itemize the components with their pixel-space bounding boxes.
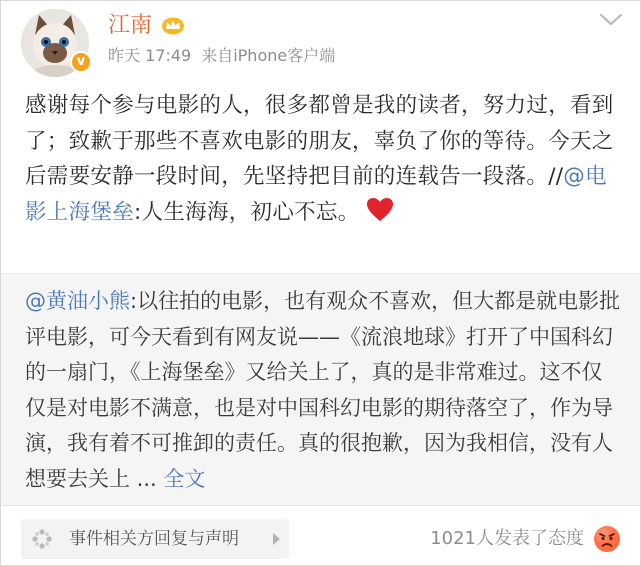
- repost-body: :以往拍的电影，也有观众不喜欢，但大都是就电影批评电影，可今天看到有网友说——《流浪地球》打开了中国科幻的一扇门，《上海堡垒》又给关上了，真的是非常难过。这不仅仅是对电影不满意，也是对中国科幻电影的期待落空了，作为导演，我有着不可推卸的责任。真的很抱歉，因为我相信，没有人想要去关上 ...: [25, 289, 621, 491]
- topic-label: 事件相关方回复与声明: [69, 529, 239, 549]
- verified-badge-icon: v: [70, 51, 92, 73]
- mention-link[interactable]: @电影上海堡垒: [25, 164, 607, 225]
- chevron-down-icon[interactable]: [598, 11, 624, 29]
- post-meta: [108, 45, 335, 67]
- angry-face-icon[interactable]: [593, 525, 621, 553]
- topic-chip[interactable]: [21, 519, 289, 559]
- divider: [1, 505, 640, 506]
- crown-member-icon: [161, 15, 185, 35]
- repost-mention-link[interactable]: @黄油小熊: [25, 289, 130, 313]
- reaction-count[interactable]: 1021人发表了态度: [430, 528, 584, 549]
- post-time: 昨天 17:49: [108, 46, 192, 65]
- post-body-tail: :人生海海，初心不忘。: [134, 199, 360, 225]
- chevron-right-icon: [273, 533, 280, 545]
- post-body-text: 感谢每个参与电影的人，很多都曾是我的读者，努力过，看到了；致歉于那些不喜欢电影的朋友，辜负了你的等待。今天之后需要安静一段时间，先坚持把目前的连载告一段落。//: [25, 93, 614, 189]
- repost-block[interactable]: [1, 273, 640, 506]
- read-more-link[interactable]: 全文: [163, 466, 206, 491]
- repost-text: [25, 284, 621, 497]
- post-source: 来自iPhone客户端: [201, 46, 336, 65]
- post-body: [25, 88, 621, 230]
- author-name[interactable]: 江南: [108, 13, 153, 38]
- heart-icon: [366, 197, 394, 223]
- topic-sparkle-icon: [31, 528, 53, 550]
